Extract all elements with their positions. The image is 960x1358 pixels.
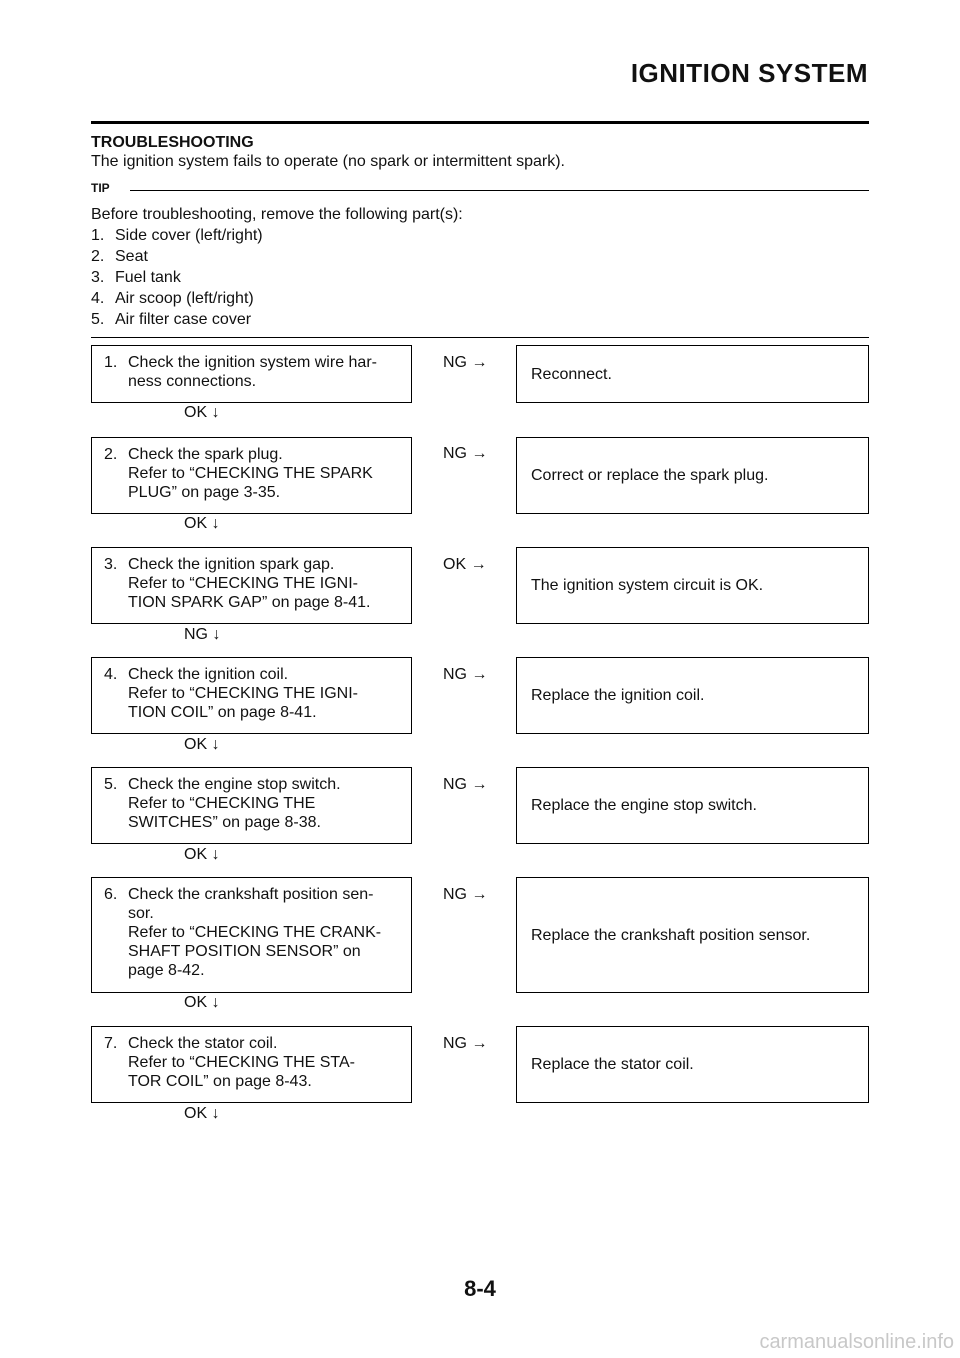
step-box-6 bbox=[91, 877, 412, 993]
step-text-line: Refer to “CHECKING THE CRANK- bbox=[128, 924, 382, 941]
result-text: Replace the ignition coil. bbox=[531, 687, 705, 704]
tip-item-text: Fuel tank bbox=[115, 269, 181, 286]
step-box-5 bbox=[91, 767, 412, 844]
step-number: 2. bbox=[104, 446, 118, 463]
step-box-7 bbox=[91, 1026, 412, 1103]
tip-item-number: 4. bbox=[91, 290, 105, 307]
tip-list-item bbox=[91, 225, 263, 246]
watermark: carmanualsonline.info bbox=[759, 1331, 954, 1353]
step-box-4 bbox=[91, 657, 412, 734]
down-label-1: OK ↓ bbox=[184, 404, 220, 421]
step-text-line: sor. bbox=[128, 905, 154, 922]
tip-item-number: 2. bbox=[91, 248, 105, 265]
step-text-line: Check the ignition spark gap. bbox=[128, 556, 335, 573]
tip-item-text: Seat bbox=[115, 248, 148, 265]
tip-item-number: 5. bbox=[91, 311, 105, 328]
result-text: Correct or replace the spark plug. bbox=[531, 467, 769, 484]
step-number: 6. bbox=[104, 886, 118, 903]
branch-label-2: NG → bbox=[443, 445, 488, 462]
step-text-line: TOR COIL” on page 8-43. bbox=[128, 1073, 312, 1090]
tip-list-item bbox=[91, 267, 263, 288]
result-box-1 bbox=[516, 345, 869, 403]
result-box-2 bbox=[516, 437, 869, 514]
down-label-2: OK ↓ bbox=[184, 515, 220, 532]
tip-text: Before troubleshooting, remove the following part(s): bbox=[91, 206, 463, 223]
step-text-line: SHAFT POSITION SENSOR” on bbox=[128, 943, 361, 960]
tip-rule bbox=[130, 190, 869, 191]
result-box-5 bbox=[516, 767, 869, 844]
step-text-line: TION SPARK GAP” on page 8-41. bbox=[128, 594, 371, 611]
page-number: 8-4 bbox=[464, 1276, 496, 1301]
branch-label-1: NG → bbox=[443, 354, 488, 371]
header-rule bbox=[91, 121, 869, 124]
down-label-4: OK ↓ bbox=[184, 736, 220, 753]
result-text: Replace the stator coil. bbox=[531, 1056, 694, 1073]
step-number: 1. bbox=[104, 354, 118, 371]
result-box-4 bbox=[516, 657, 869, 734]
result-text: Reconnect. bbox=[531, 365, 612, 383]
down-label-7: OK ↓ bbox=[184, 1105, 220, 1122]
tip-item-number: 3. bbox=[91, 269, 105, 286]
step-text-line: page 8-42. bbox=[128, 962, 205, 979]
page-title: IGNITION SYSTEM bbox=[630, 58, 868, 88]
tip-item-text: Side cover (left/right) bbox=[115, 227, 263, 244]
tip-item-number: 1. bbox=[91, 227, 105, 244]
result-box-3 bbox=[516, 547, 869, 624]
tip-list-item bbox=[91, 246, 263, 267]
result-box-7 bbox=[516, 1026, 869, 1103]
result-box-6 bbox=[516, 877, 869, 993]
tip-list bbox=[91, 225, 263, 330]
step-box-2 bbox=[91, 437, 412, 514]
result-text: Replace the engine stop switch. bbox=[531, 797, 757, 814]
step-text-line: Check the stator coil. bbox=[128, 1035, 278, 1052]
tip-list-item bbox=[91, 309, 263, 330]
tip-label: TIP bbox=[91, 181, 110, 195]
step-text-line: Refer to “CHECKING THE IGNI- bbox=[128, 685, 358, 702]
branch-label-7: NG → bbox=[443, 1035, 488, 1052]
step-text-line: Refer to “CHECKING THE bbox=[128, 795, 316, 812]
step-text-line: Refer to “CHECKING THE SPARK bbox=[128, 465, 373, 482]
section-heading: TROUBLESHOOTING bbox=[91, 134, 254, 151]
step-text-line: Check the ignition system wire har- bbox=[128, 354, 377, 371]
step-text-line: ness connections. bbox=[128, 373, 257, 390]
step-text-line: Check the spark plug. bbox=[128, 446, 283, 463]
step-text-line: TION COIL” on page 8-41. bbox=[128, 704, 317, 721]
step-number: 3. bbox=[104, 556, 118, 573]
step-text-line: Refer to “CHECKING THE STA- bbox=[128, 1054, 355, 1071]
section-intro: The ignition system fails to operate (no spark or intermittent spark). bbox=[91, 153, 565, 170]
tip-item-text: Air scoop (left/right) bbox=[115, 290, 254, 307]
step-number: 7. bbox=[104, 1035, 118, 1052]
branch-label-6: NG → bbox=[443, 886, 488, 903]
tip-item-text: Air filter case cover bbox=[115, 311, 252, 328]
step-text-line: Check the engine stop switch. bbox=[128, 776, 341, 793]
branch-label-3: OK → bbox=[443, 556, 487, 573]
step-text-line: Refer to “CHECKING THE IGNI- bbox=[128, 575, 358, 592]
step-text-line: Check the crankshaft position sen- bbox=[128, 886, 374, 903]
step-number: 4. bbox=[104, 666, 118, 683]
branch-label-4: NG → bbox=[443, 666, 488, 683]
down-label-3: NG ↓ bbox=[184, 626, 221, 643]
tip-end-rule bbox=[91, 337, 869, 338]
step-text-line: SWITCHES” on page 8-38. bbox=[128, 814, 321, 831]
result-text: Replace the crankshaft position sensor. bbox=[531, 926, 811, 944]
step-text-line: Check the ignition coil. bbox=[128, 666, 289, 683]
down-label-6: OK ↓ bbox=[184, 994, 220, 1011]
step-box-3 bbox=[91, 547, 412, 624]
tip-list-item bbox=[91, 288, 263, 309]
step-box-1 bbox=[91, 345, 412, 403]
result-text: The ignition system circuit is OK. bbox=[531, 577, 764, 594]
step-number: 5. bbox=[104, 776, 118, 793]
branch-label-5: NG → bbox=[443, 776, 488, 793]
step-text-line: PLUG” on page 3-35. bbox=[128, 484, 281, 501]
down-label-5: OK ↓ bbox=[184, 846, 220, 863]
